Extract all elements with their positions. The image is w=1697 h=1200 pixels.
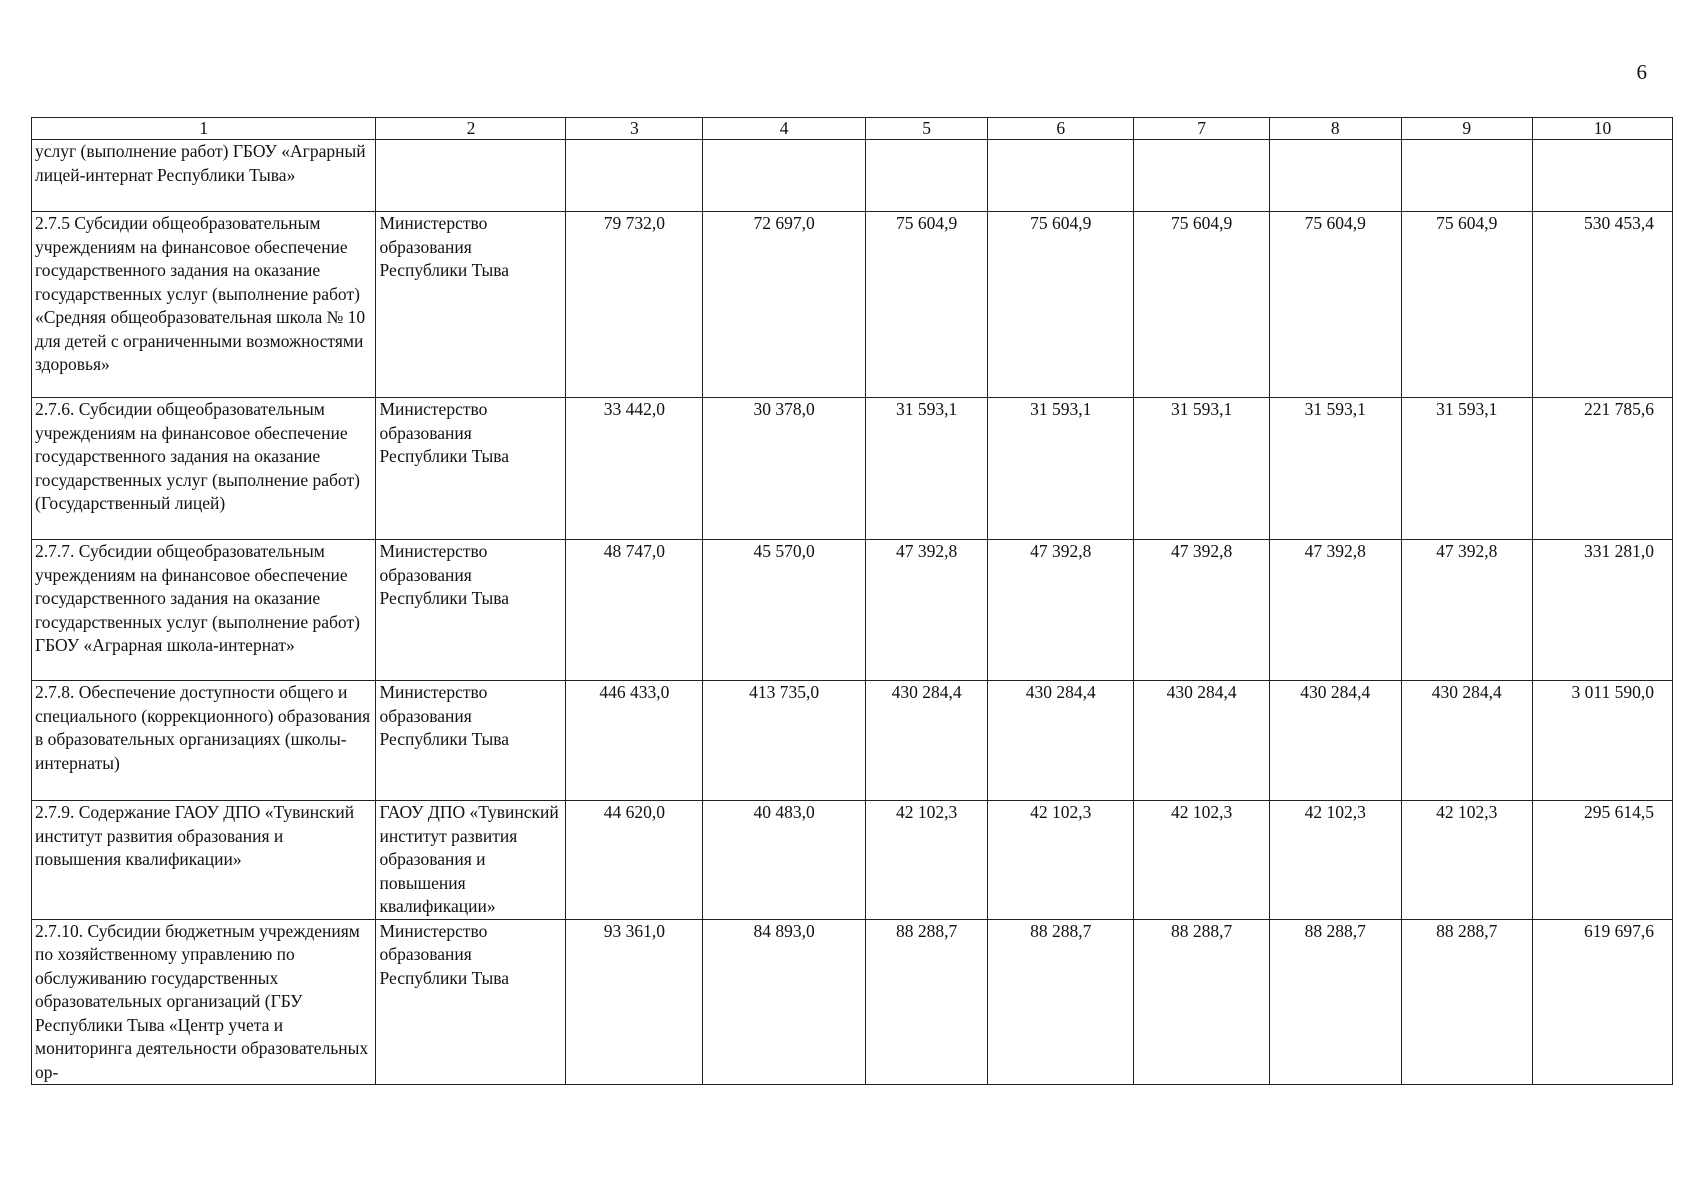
value-cell: 93 361,0 xyxy=(566,919,703,1085)
value-cell: 47 392,8 xyxy=(1401,540,1533,681)
table-row xyxy=(32,801,1673,920)
column-header: 10 xyxy=(1533,118,1673,140)
value-cell: 430 284,4 xyxy=(1401,681,1533,801)
value-cell: 31 593,1 xyxy=(1270,398,1402,540)
total-cell: 331 281,0 xyxy=(1533,540,1673,681)
executor-cell: Министерство образования Республики Тыва xyxy=(376,681,566,801)
value-cell: 44 620,0 xyxy=(566,801,703,920)
executor-cell: Министерство образования Республики Тыва xyxy=(376,919,566,1085)
measure-description: 2.7.7. Субсидии общеобразовательным учреждениям на финансовое обеспечение государственного задания на оказание государственных услуг (выполнение работ) ГБОУ «Аграрная школа-интернат» xyxy=(32,540,376,681)
table-row xyxy=(32,681,1673,801)
value-cell xyxy=(1270,140,1402,212)
table-row xyxy=(32,398,1673,540)
value-cell xyxy=(566,140,703,212)
value-cell: 430 284,4 xyxy=(1134,681,1270,801)
executor-cell xyxy=(376,140,566,212)
column-header: 5 xyxy=(866,118,988,140)
table-row xyxy=(32,540,1673,681)
total-cell: 295 614,5 xyxy=(1533,801,1673,920)
value-cell: 47 392,8 xyxy=(866,540,988,681)
table-row xyxy=(32,140,1673,212)
measure-description: 2.7.9. Содержание ГАОУ ДПО «Тувинский институт развития образования и повышения квалификации» xyxy=(32,801,376,920)
total-cell xyxy=(1533,140,1673,212)
value-cell: 88 288,7 xyxy=(866,919,988,1085)
value-cell: 413 735,0 xyxy=(703,681,866,801)
page-number: 6 xyxy=(1636,60,1647,84)
value-cell: 430 284,4 xyxy=(1270,681,1402,801)
value-cell: 47 392,8 xyxy=(1134,540,1270,681)
value-cell: 31 593,1 xyxy=(866,398,988,540)
column-header: 6 xyxy=(988,118,1134,140)
value-cell: 79 732,0 xyxy=(566,212,703,398)
value-cell: 75 604,9 xyxy=(1134,212,1270,398)
value-cell: 430 284,4 xyxy=(866,681,988,801)
value-cell: 75 604,9 xyxy=(1270,212,1402,398)
value-cell: 88 288,7 xyxy=(1270,919,1402,1085)
value-cell: 430 284,4 xyxy=(988,681,1134,801)
value-cell: 33 442,0 xyxy=(566,398,703,540)
value-cell: 42 102,3 xyxy=(866,801,988,920)
value-cell: 84 893,0 xyxy=(703,919,866,1085)
executor-cell: Министерство образования Республики Тыва xyxy=(376,212,566,398)
value-cell: 31 593,1 xyxy=(988,398,1134,540)
value-cell: 42 102,3 xyxy=(1401,801,1533,920)
column-header: 4 xyxy=(703,118,866,140)
total-cell: 3 011 590,0 xyxy=(1533,681,1673,801)
value-cell: 42 102,3 xyxy=(1270,801,1402,920)
value-cell: 48 747,0 xyxy=(566,540,703,681)
value-cell xyxy=(1401,140,1533,212)
column-header: 1 xyxy=(32,118,376,140)
budget-table xyxy=(31,117,1673,1085)
column-header: 2 xyxy=(376,118,566,140)
value-cell: 40 483,0 xyxy=(703,801,866,920)
column-header: 3 xyxy=(566,118,703,140)
measure-description: 2.7.8. Обеспечение доступности общего и специального (коррекционного) образования в образовательных организациях (школы-интернаты) xyxy=(32,681,376,801)
column-header: 9 xyxy=(1401,118,1533,140)
value-cell: 75 604,9 xyxy=(866,212,988,398)
value-cell: 31 593,1 xyxy=(1401,398,1533,540)
column-number-row xyxy=(32,118,1673,140)
value-cell xyxy=(1134,140,1270,212)
measure-description: 2.7.6. Субсидии общеобразовательным учреждениям на финансовое обеспечение государственного задания на оказание государственных услуг (выполнение работ) (Государственный лицей) xyxy=(32,398,376,540)
value-cell: 47 392,8 xyxy=(988,540,1134,681)
value-cell: 446 433,0 xyxy=(566,681,703,801)
value-cell xyxy=(866,140,988,212)
total-cell: 619 697,6 xyxy=(1533,919,1673,1085)
value-cell: 88 288,7 xyxy=(1134,919,1270,1085)
value-cell xyxy=(988,140,1134,212)
value-cell: 75 604,9 xyxy=(988,212,1134,398)
column-header: 7 xyxy=(1134,118,1270,140)
value-cell: 72 697,0 xyxy=(703,212,866,398)
value-cell: 31 593,1 xyxy=(1134,398,1270,540)
total-cell: 530 453,4 xyxy=(1533,212,1673,398)
measure-description: услуг (выполнение работ) ГБОУ «Аграрный лицей-интернат Республики Тыва» xyxy=(32,140,376,212)
value-cell: 30 378,0 xyxy=(703,398,866,540)
executor-cell: ГАОУ ДПО «Тувинский институт развития образования и повышения квалификации» xyxy=(376,801,566,920)
value-cell: 47 392,8 xyxy=(1270,540,1402,681)
column-header: 8 xyxy=(1270,118,1402,140)
value-cell: 75 604,9 xyxy=(1401,212,1533,398)
table-row xyxy=(32,919,1673,1085)
table-row xyxy=(32,212,1673,398)
executor-cell: Министерство образования Республики Тыва xyxy=(376,540,566,681)
value-cell: 88 288,7 xyxy=(988,919,1134,1085)
value-cell: 45 570,0 xyxy=(703,540,866,681)
total-cell: 221 785,6 xyxy=(1533,398,1673,540)
measure-description: 2.7.5 Субсидии общеобразовательным учреждениям на финансовое обеспечение государственного задания на оказание государственных услуг (выполнение работ) «Средняя общеобразовательная школа № 10 для детей с ограниченными возможностями здоровья» xyxy=(32,212,376,398)
value-cell: 42 102,3 xyxy=(988,801,1134,920)
measure-description: 2.7.10. Субсидии бюджетным учреждениям по хозяйственному управлению по обслуживанию государственных образовательных организаций (ГБУ Республики Тыва «Центр учета и мониторинга деятельности образовательных ор- xyxy=(32,919,376,1085)
value-cell: 42 102,3 xyxy=(1134,801,1270,920)
value-cell: 88 288,7 xyxy=(1401,919,1533,1085)
executor-cell: Министерство образования Республики Тыва xyxy=(376,398,566,540)
value-cell xyxy=(703,140,866,212)
